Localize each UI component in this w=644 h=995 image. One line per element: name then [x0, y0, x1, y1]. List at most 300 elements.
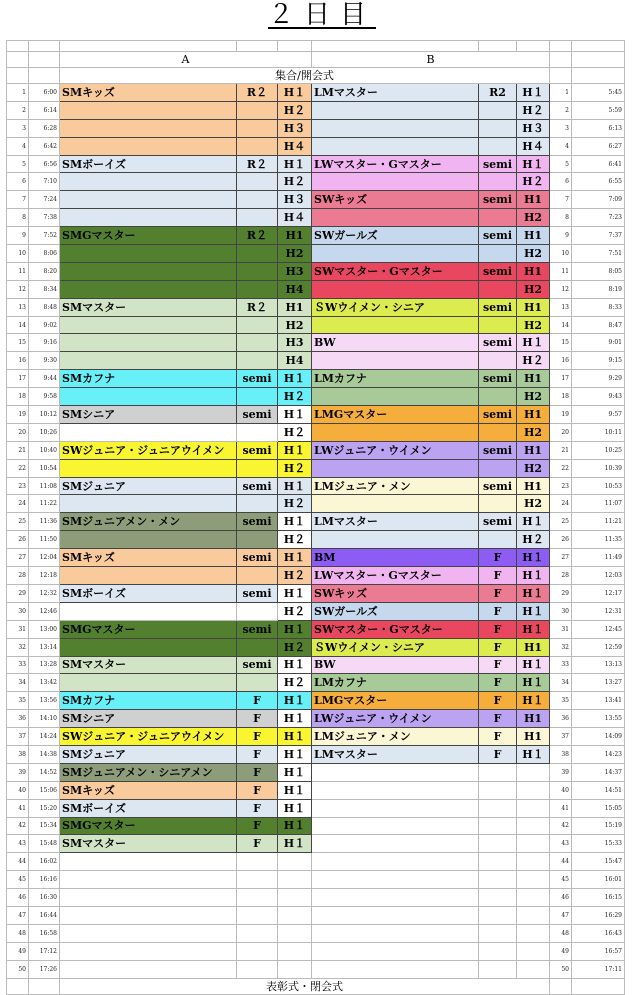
row-number-a: 31: [7, 620, 29, 638]
event-a: [60, 137, 237, 155]
event-a: SMシニア: [60, 406, 237, 424]
event-b: [312, 495, 479, 513]
time-b: 9:01: [572, 334, 625, 352]
row-number-b: 4: [550, 137, 572, 155]
heat-a: H２: [278, 531, 312, 549]
row-number-a: 16: [7, 352, 29, 370]
time-b: 7:37: [572, 227, 625, 245]
row-number-b: 45: [550, 871, 572, 889]
row-number-b: 22: [550, 459, 572, 477]
round-b: semi: [479, 477, 517, 495]
row-number-b: 29: [550, 584, 572, 602]
event-a: [60, 531, 237, 549]
time-b: 15:19: [572, 817, 625, 835]
schedule-row: [7, 173, 625, 191]
time-a: 15:34: [29, 817, 60, 835]
row-number-b: 37: [550, 728, 572, 746]
row-number-a: 28: [7, 567, 29, 585]
row-number-a: 19: [7, 406, 29, 424]
round-b: [479, 101, 517, 119]
round-a: [237, 119, 278, 137]
event-a: SMキッズ: [60, 84, 237, 102]
round-a: [237, 352, 278, 370]
round-a: [237, 674, 278, 692]
heat-b: H1: [517, 298, 550, 316]
round-b: semi: [479, 406, 517, 424]
heat-a: H２: [278, 674, 312, 692]
row-number-b: 46: [550, 889, 572, 907]
schedule-row: [7, 101, 625, 119]
heat-a: H１: [278, 406, 312, 424]
row-number-b: 7: [550, 191, 572, 209]
row-number-a: 17: [7, 370, 29, 388]
row-number-a: 9: [7, 227, 29, 245]
row-number-b: 10: [550, 245, 572, 263]
event-a: [60, 960, 237, 978]
time-a: 16:44: [29, 906, 60, 924]
row-number-b: 2: [550, 101, 572, 119]
time-b: 9:57: [572, 406, 625, 424]
row-number-b: 40: [550, 781, 572, 799]
time-a: 10:12: [29, 406, 60, 424]
row-number-b: 16: [550, 352, 572, 370]
row-number-b: 25: [550, 513, 572, 531]
time-a: 15:48: [29, 835, 60, 853]
row-number-b: 47: [550, 906, 572, 924]
row-number-a: 48: [7, 924, 29, 942]
schedule-row: [7, 835, 625, 853]
event-a: SMマスター: [60, 835, 237, 853]
row-number-b: 13: [550, 298, 572, 316]
round-b: [479, 531, 517, 549]
event-a: [60, 119, 237, 137]
heat-a: H１: [278, 84, 312, 102]
round-a: semi: [237, 584, 278, 602]
round-a: [237, 495, 278, 513]
event-b: LWマスター・Gマスター: [312, 155, 479, 173]
round-a: [237, 531, 278, 549]
round-a: [237, 316, 278, 334]
round-b: semi: [479, 298, 517, 316]
round-b: [479, 763, 517, 781]
event-a: [60, 459, 237, 477]
heat-a: H１: [278, 763, 312, 781]
opening-row: [7, 68, 625, 84]
schedule-row: [7, 406, 625, 424]
time-a: 9:02: [29, 316, 60, 334]
round-b: [479, 352, 517, 370]
time-a: 13:56: [29, 692, 60, 710]
heat-a: H１: [278, 835, 312, 853]
heat-a: H２: [278, 388, 312, 406]
event-a: [60, 191, 237, 209]
event-b: [312, 889, 479, 907]
round-a: [237, 853, 278, 871]
time-b: 16:01: [572, 871, 625, 889]
schedule-row: [7, 84, 625, 102]
event-b: SWガールズ: [312, 602, 479, 620]
heat-a: H１: [278, 155, 312, 173]
time-a: 12:46: [29, 602, 60, 620]
heat-a: H３: [278, 191, 312, 209]
heat-b: [517, 781, 550, 799]
time-a: 13:00: [29, 620, 60, 638]
time-b: 5:59: [572, 101, 625, 119]
time-b: 16:29: [572, 906, 625, 924]
event-a: [60, 567, 237, 585]
schedule-row: [7, 817, 625, 835]
heat-a: H１: [278, 370, 312, 388]
row-number-a: 45: [7, 871, 29, 889]
schedule-row: [7, 620, 625, 638]
schedule-row: [7, 871, 625, 889]
time-a: 15:20: [29, 799, 60, 817]
event-b: [312, 799, 479, 817]
heat-b: [517, 799, 550, 817]
row-number-b: 18: [550, 388, 572, 406]
round-b: [479, 137, 517, 155]
round-a: F: [237, 692, 278, 710]
round-b: [479, 459, 517, 477]
time-b: 8:05: [572, 262, 625, 280]
event-b: LMカフナ: [312, 370, 479, 388]
row-number-b: 1: [550, 84, 572, 102]
time-a: 10:26: [29, 423, 60, 441]
round-a: [237, 209, 278, 227]
event-a: SWジュニア・ジュニアウイメン: [60, 441, 237, 459]
round-b: F: [479, 620, 517, 638]
round-a: [237, 191, 278, 209]
time-a: 16:30: [29, 889, 60, 907]
event-b: [312, 245, 479, 263]
round-b: F: [479, 745, 517, 763]
heat-b: [517, 835, 550, 853]
row-number-b: 11: [550, 262, 572, 280]
row-number-a: 49: [7, 942, 29, 960]
round-b: [479, 280, 517, 298]
time-b: 9:15: [572, 352, 625, 370]
heat-a: H１: [278, 781, 312, 799]
heat-b: H１: [517, 155, 550, 173]
heat-b: [517, 960, 550, 978]
heat-b: H2: [517, 316, 550, 334]
heat-b: H２: [517, 101, 550, 119]
row-number-a: 25: [7, 513, 29, 531]
schedule-row: [7, 495, 625, 513]
row-number-a: 42: [7, 817, 29, 835]
row-number-a: 47: [7, 906, 29, 924]
time-b: 11:07: [572, 495, 625, 513]
time-b: 11:49: [572, 549, 625, 567]
round-a: [237, 173, 278, 191]
time-a: 12:04: [29, 549, 60, 567]
heat-a: [278, 889, 312, 907]
round-a: [237, 871, 278, 889]
round-b: [479, 853, 517, 871]
row-number-a: 22: [7, 459, 29, 477]
event-a: [60, 853, 237, 871]
row-number-b: 14: [550, 316, 572, 334]
round-b: semi: [479, 262, 517, 280]
heat-b: H２: [517, 352, 550, 370]
event-b: [312, 942, 479, 960]
event-a: [60, 280, 237, 298]
time-b: 16:43: [572, 924, 625, 942]
round-a: [237, 423, 278, 441]
heat-b: H1: [517, 191, 550, 209]
time-a: 14:38: [29, 745, 60, 763]
round-a: F: [237, 745, 278, 763]
round-b: F: [479, 602, 517, 620]
round-a: R２: [237, 155, 278, 173]
row-number-b: 39: [550, 763, 572, 781]
round-b: F: [479, 584, 517, 602]
row-number-a: 26: [7, 531, 29, 549]
row-number-a: 27: [7, 549, 29, 567]
round-a: [237, 567, 278, 585]
time-a: 15:06: [29, 781, 60, 799]
time-b: 7:09: [572, 191, 625, 209]
event-a: SMマスター: [60, 298, 237, 316]
schedule-row: [7, 638, 625, 656]
time-a: 8:06: [29, 245, 60, 263]
row-number-b: 27: [550, 549, 572, 567]
time-a: 14:24: [29, 728, 60, 746]
row-number-a: 32: [7, 638, 29, 656]
time-a: 16:16: [29, 871, 60, 889]
event-b: [312, 817, 479, 835]
heat-b: H2: [517, 495, 550, 513]
schedule-row: [7, 298, 625, 316]
row-number-b: 50: [550, 960, 572, 978]
time-a: 6:42: [29, 137, 60, 155]
heat-a: H4: [278, 280, 312, 298]
round-a: R２: [237, 298, 278, 316]
row-number-a: 34: [7, 674, 29, 692]
round-a: R２: [237, 84, 278, 102]
round-a: [237, 889, 278, 907]
event-b: [312, 960, 479, 978]
round-b: [479, 799, 517, 817]
schedule-row: [7, 710, 625, 728]
row-number-b: 8: [550, 209, 572, 227]
time-b: 5:45: [572, 84, 625, 102]
time-b: 17:11: [572, 960, 625, 978]
time-a: 6:56: [29, 155, 60, 173]
row-number-a: 29: [7, 584, 29, 602]
schedule-row: [7, 584, 625, 602]
heat-b: H１: [517, 602, 550, 620]
event-b: LMGマスター: [312, 406, 479, 424]
event-a: SMGマスター: [60, 620, 237, 638]
heat-a: [278, 906, 312, 924]
row-number-b: 43: [550, 835, 572, 853]
time-b: 12:45: [572, 620, 625, 638]
round-b: [479, 173, 517, 191]
row-number-b: 15: [550, 334, 572, 352]
time-b: 6:13: [572, 119, 625, 137]
heat-b: H１: [517, 584, 550, 602]
row-number-a: 37: [7, 728, 29, 746]
time-b: 6:41: [572, 155, 625, 173]
event-b: LWマスター・Gマスター: [312, 567, 479, 585]
schedule-row: [7, 423, 625, 441]
heat-a: H２: [278, 459, 312, 477]
heat-a: [278, 942, 312, 960]
round-b: [479, 495, 517, 513]
time-a: 7:52: [29, 227, 60, 245]
row-number-a: 21: [7, 441, 29, 459]
event-b: [312, 352, 479, 370]
time-b: 10:53: [572, 477, 625, 495]
event-b: BM: [312, 549, 479, 567]
time-a: 8:34: [29, 280, 60, 298]
row-number-b: 21: [550, 441, 572, 459]
time-a: 14:10: [29, 710, 60, 728]
schedule-body: [7, 41, 625, 995]
heat-a: H２: [278, 101, 312, 119]
round-a: [237, 280, 278, 298]
event-b: [312, 209, 479, 227]
event-a: SMジュニア: [60, 745, 237, 763]
heat-b: H1: [517, 370, 550, 388]
heat-a: H１: [278, 441, 312, 459]
time-b: 10:39: [572, 459, 625, 477]
time-b: 8:47: [572, 316, 625, 334]
time-b: 12:59: [572, 638, 625, 656]
row-number-a: 20: [7, 423, 29, 441]
time-a: 8:48: [29, 298, 60, 316]
round-a: F: [237, 817, 278, 835]
heat-a: H１: [278, 584, 312, 602]
round-b: [479, 781, 517, 799]
event-b: LMジュニア・メン: [312, 477, 479, 495]
event-a: [60, 924, 237, 942]
heat-b: H１: [517, 567, 550, 585]
time-b: 9:43: [572, 388, 625, 406]
event-a: SMカフナ: [60, 692, 237, 710]
event-a: SMキッズ: [60, 549, 237, 567]
time-b: 14:09: [572, 728, 625, 746]
row-number-a: 14: [7, 316, 29, 334]
row-number-b: 23: [550, 477, 572, 495]
heat-b: H３: [517, 119, 550, 137]
round-a: [237, 101, 278, 119]
row-number-b: 19: [550, 406, 572, 424]
heat-a: H１: [278, 692, 312, 710]
heat-a: H１: [278, 656, 312, 674]
heat-a: H４: [278, 209, 312, 227]
event-b: LWジュニア・ウイメン: [312, 441, 479, 459]
round-b: semi: [479, 155, 517, 173]
time-a: 11:50: [29, 531, 60, 549]
event-a: SWジュニア・ジュニアウイメン: [60, 728, 237, 746]
time-b: 13:27: [572, 674, 625, 692]
event-b: [312, 853, 479, 871]
heat-a: H１: [278, 817, 312, 835]
event-b: SWマスター・Gマスター: [312, 620, 479, 638]
time-a: 8:20: [29, 262, 60, 280]
heat-a: H１: [278, 549, 312, 567]
schedule-row: [7, 119, 625, 137]
schedule-row: [7, 531, 625, 549]
schedule-table: [6, 40, 625, 995]
time-b: 16:15: [572, 889, 625, 907]
event-a: [60, 173, 237, 191]
heat-b: H2: [517, 459, 550, 477]
time-a: 17:26: [29, 960, 60, 978]
column-header-row: [7, 52, 625, 68]
schedule-row: [7, 227, 625, 245]
event-b: [312, 924, 479, 942]
schedule-row: [7, 477, 625, 495]
event-a: SMカフナ: [60, 370, 237, 388]
round-b: [479, 245, 517, 263]
time-a: 16:58: [29, 924, 60, 942]
time-a: 6:14: [29, 101, 60, 119]
event-a: [60, 638, 237, 656]
time-a: 9:30: [29, 352, 60, 370]
event-b: [312, 423, 479, 441]
time-a: 16:02: [29, 853, 60, 871]
event-b: [312, 316, 479, 334]
round-a: semi: [237, 513, 278, 531]
row-number-b: 33: [550, 656, 572, 674]
heat-a: H１: [278, 728, 312, 746]
event-b: LMカフナ: [312, 674, 479, 692]
row-number-b: 35: [550, 692, 572, 710]
schedule-row: [7, 728, 625, 746]
heat-b: H2: [517, 245, 550, 263]
time-b: 11:21: [572, 513, 625, 531]
heat-b: [517, 942, 550, 960]
time-b: 6:55: [572, 173, 625, 191]
event-b: LMGマスター: [312, 692, 479, 710]
heat-b: H１: [517, 656, 550, 674]
time-a: 13:14: [29, 638, 60, 656]
schedule-row: [7, 441, 625, 459]
event-a: [60, 316, 237, 334]
round-b: semi: [479, 370, 517, 388]
row-number-a: 24: [7, 495, 29, 513]
event-a: [60, 495, 237, 513]
schedule-row: [7, 155, 625, 173]
event-b: BW: [312, 656, 479, 674]
round-b: F: [479, 567, 517, 585]
event-b: [312, 763, 479, 781]
heat-a: H１: [278, 513, 312, 531]
event-b: [312, 137, 479, 155]
event-b: [312, 906, 479, 924]
time-b: 16:57: [572, 942, 625, 960]
heat-b: H１: [517, 549, 550, 567]
schedule-row: [7, 352, 625, 370]
time-b: 13:55: [572, 710, 625, 728]
row-number-a: 13: [7, 298, 29, 316]
event-b: [312, 835, 479, 853]
round-a: [237, 137, 278, 155]
heat-a: H１: [278, 477, 312, 495]
event-b: LMマスター: [312, 745, 479, 763]
round-b: [479, 423, 517, 441]
round-a: F: [237, 763, 278, 781]
heat-a: [278, 871, 312, 889]
round-b: F: [479, 549, 517, 567]
event-a: SMキッズ: [60, 781, 237, 799]
schedule-row: [7, 334, 625, 352]
time-b: 10:25: [572, 441, 625, 459]
round-b: [479, 924, 517, 942]
